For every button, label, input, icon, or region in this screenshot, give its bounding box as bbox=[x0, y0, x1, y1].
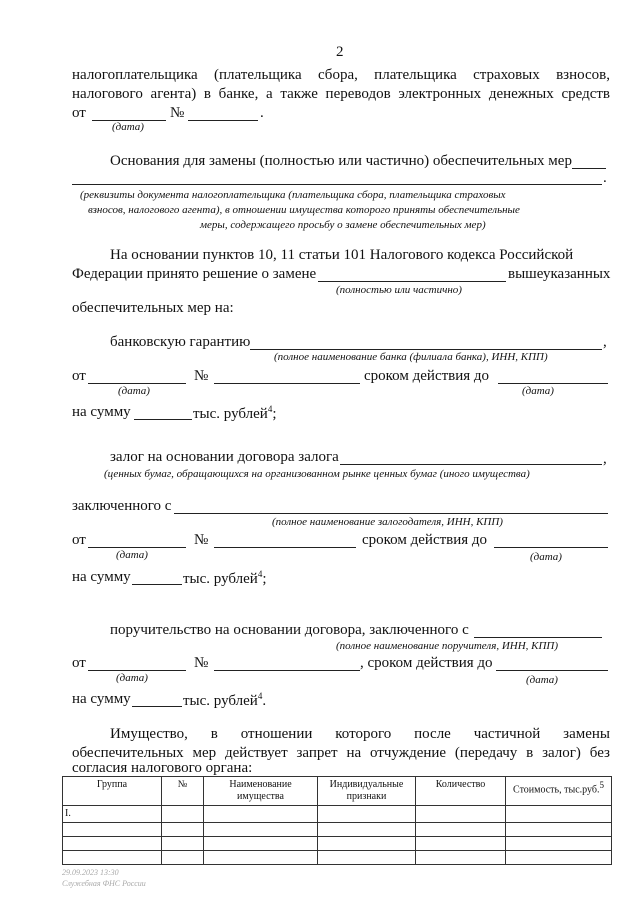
top-paragraph-line1: налогоплательщика (плательщика сбора, плательщика страховых взносов, bbox=[72, 67, 610, 83]
table-cell[interactable] bbox=[162, 806, 204, 823]
bank-comma: , bbox=[603, 334, 607, 350]
top-from-label: от bbox=[72, 105, 86, 121]
header-number: № bbox=[162, 777, 204, 806]
table-row bbox=[63, 823, 612, 837]
pledge-validity-field[interactable] bbox=[494, 547, 608, 548]
table-cell[interactable] bbox=[162, 837, 204, 851]
decision-extent-field[interactable] bbox=[318, 281, 506, 282]
table-cell[interactable] bbox=[204, 823, 318, 837]
top-dot: . bbox=[260, 105, 264, 121]
table-cell[interactable] bbox=[162, 851, 204, 865]
surety-from-label: от bbox=[72, 655, 86, 671]
property-line3: согласия налогового органа: bbox=[72, 760, 253, 776]
bank-validity-field[interactable] bbox=[498, 383, 608, 384]
decision-line3: обеспечительных мер на: bbox=[72, 300, 234, 316]
header-group: Группа bbox=[63, 777, 162, 806]
table-header-row bbox=[63, 777, 612, 806]
table-cell[interactable] bbox=[204, 806, 318, 823]
surety-amount-label: на сумму bbox=[72, 691, 131, 707]
surety-label: поручительство на основании договора, заключенного с bbox=[110, 622, 469, 638]
grounds-field[interactable] bbox=[72, 184, 602, 185]
bank-amount-unit-line bbox=[193, 404, 277, 423]
header-name: Наименование имущества bbox=[204, 777, 318, 806]
pledge-number-field[interactable] bbox=[214, 547, 356, 548]
bank-amount-unit: тыс. рублей bbox=[193, 406, 268, 422]
surety-date-caption-right: (дата) bbox=[526, 674, 558, 686]
table-cell[interactable] bbox=[416, 823, 506, 837]
footer-line2: Служебная ФНС России bbox=[62, 879, 146, 888]
surety-validity-field[interactable] bbox=[496, 670, 608, 671]
pledge-footnote-ref: 4 bbox=[257, 569, 263, 579]
surety-amount-unit: тыс. рублей bbox=[183, 693, 258, 709]
grounds-dot: . bbox=[603, 170, 607, 186]
pledge-caption: (ценных бумаг, обращающихся на организованном рынке ценных бумаг (иного имущества) bbox=[104, 468, 530, 480]
pledge-semicolon: ; bbox=[262, 571, 267, 587]
pledge-number-sign: № bbox=[194, 532, 209, 548]
surety-amount-field[interactable] bbox=[132, 706, 182, 707]
bank-date-field[interactable] bbox=[88, 383, 186, 384]
bank-guarantee-label: банковскую гарантию bbox=[110, 334, 251, 350]
surety-period: . bbox=[262, 693, 267, 709]
table-cell[interactable] bbox=[416, 851, 506, 865]
bank-validity-label: сроком действия до bbox=[364, 368, 490, 384]
pledgor-field[interactable] bbox=[174, 513, 608, 514]
top-date-caption: (дата) bbox=[112, 121, 144, 133]
table-cell[interactable] bbox=[318, 823, 416, 837]
pledge-date-field[interactable] bbox=[88, 547, 186, 548]
pledge-date-caption-right: (дата) bbox=[530, 551, 562, 563]
bank-amount-field[interactable] bbox=[134, 419, 192, 420]
pledge-concluded-label: заключенного с bbox=[72, 498, 172, 514]
pledge-validity-label: сроком действия до bbox=[362, 532, 488, 548]
bank-date-caption-right: (дата) bbox=[522, 385, 554, 397]
table-row bbox=[63, 851, 612, 865]
top-number-field[interactable] bbox=[188, 120, 258, 121]
header-features: Индивидуальные признаки bbox=[318, 777, 416, 806]
pledgor-caption: (полное наименование залогодателя, ИНН, КПП) bbox=[272, 516, 503, 528]
bank-number-field[interactable] bbox=[214, 383, 360, 384]
table-cell[interactable] bbox=[506, 851, 612, 865]
surety-date-field[interactable] bbox=[88, 670, 186, 671]
surety-validity-label: , сроком действия до bbox=[360, 655, 493, 671]
pledge-amount-unit: тыс. рублей bbox=[183, 571, 258, 587]
grounds-label: Основания для замены (полностью или частично) обеспечительных мер bbox=[110, 153, 572, 169]
surety-field[interactable] bbox=[474, 637, 602, 638]
table-cell[interactable] bbox=[63, 837, 162, 851]
decision-extent-caption: (полностью или частично) bbox=[336, 284, 462, 296]
table-cell[interactable] bbox=[63, 851, 162, 865]
pledge-label: залог на основании договора залога bbox=[110, 449, 339, 465]
bank-semicolon: ; bbox=[272, 406, 277, 422]
table-cell[interactable] bbox=[506, 837, 612, 851]
table-cell[interactable] bbox=[204, 851, 318, 865]
decision-line2-end: вышеуказанных bbox=[508, 266, 611, 282]
property-line2: обеспечительных мер действует запрет на отчуждение (передачу в залог) без bbox=[72, 745, 610, 761]
page-number: 2 bbox=[336, 44, 344, 60]
bank-name-field[interactable] bbox=[250, 349, 602, 350]
bank-caption: (полное наименование банка (филиала банка), ИНН, КПП) bbox=[274, 351, 548, 363]
surety-amount-unit-line bbox=[183, 691, 266, 710]
grounds-caption-line2: взносов, налогового агента), в отношении имущества которого приняты обеспечительные bbox=[88, 204, 520, 216]
surety-date-caption-left: (дата) bbox=[116, 672, 148, 684]
row-group-cell: I. bbox=[63, 806, 162, 823]
surety-number-sign: № bbox=[194, 655, 209, 671]
bank-number-sign: № bbox=[194, 368, 209, 384]
bank-from-label: от bbox=[72, 368, 86, 384]
header-cost-cell bbox=[506, 777, 612, 806]
table-row bbox=[63, 837, 612, 851]
bank-date-caption-left: (дата) bbox=[118, 385, 150, 397]
pledge-field[interactable] bbox=[340, 464, 602, 465]
table-cell[interactable] bbox=[416, 837, 506, 851]
header-quantity: Количество bbox=[416, 777, 506, 806]
decision-line2-start: Федерации принято решение о замене bbox=[72, 266, 317, 282]
pledge-comma: , bbox=[603, 451, 607, 467]
decision-line1: На основании пунктов 10, 11 статьи 101 Налогового кодекса Российской bbox=[110, 247, 574, 263]
header-cost-footnote: 5 bbox=[599, 780, 604, 790]
bank-footnote-ref: 4 bbox=[267, 404, 273, 414]
header-cost: Стоимость, тыс.руб. bbox=[513, 784, 600, 796]
footer-line1: 29.09.2023 13:30 bbox=[62, 868, 119, 877]
grounds-field-tail[interactable] bbox=[572, 168, 606, 169]
table-cell[interactable] bbox=[318, 851, 416, 865]
pledge-amount-label: на сумму bbox=[72, 569, 131, 585]
table-cell[interactable] bbox=[506, 823, 612, 837]
table-cell[interactable] bbox=[63, 823, 162, 837]
pledge-date-caption-left: (дата) bbox=[116, 549, 148, 561]
table-cell[interactable] bbox=[162, 823, 204, 837]
table-row bbox=[63, 806, 612, 823]
pledge-amount-unit-line bbox=[183, 569, 267, 588]
surety-footnote-ref: 4 bbox=[257, 691, 263, 701]
pledge-amount-field[interactable] bbox=[132, 584, 182, 585]
grounds-caption-line1: (реквизиты документа налогоплательщика (плательщика сбора, плательщика страховых bbox=[80, 189, 506, 201]
table-cell[interactable] bbox=[416, 806, 506, 823]
property-table bbox=[62, 776, 612, 865]
table-cell[interactable] bbox=[204, 837, 318, 851]
top-paragraph-line2: налогового агента) в банке, а также переводов электронных денежных средств bbox=[72, 86, 610, 102]
top-number-sign: № bbox=[170, 105, 185, 121]
table-cell[interactable] bbox=[318, 837, 416, 851]
pledge-from-label: от bbox=[72, 532, 86, 548]
grounds-caption-line3: меры, содержащего просьбу о замене обеспечительных мер) bbox=[200, 219, 486, 231]
surety-caption: (полное наименование поручителя, ИНН, КПП) bbox=[336, 640, 559, 652]
table-cell[interactable] bbox=[318, 806, 416, 823]
table-cell[interactable] bbox=[506, 806, 612, 823]
bank-amount-label: на сумму bbox=[72, 404, 131, 420]
surety-number-field[interactable] bbox=[214, 670, 360, 671]
property-line1: Имущество, в отношении которого после частичной замены bbox=[110, 726, 610, 742]
